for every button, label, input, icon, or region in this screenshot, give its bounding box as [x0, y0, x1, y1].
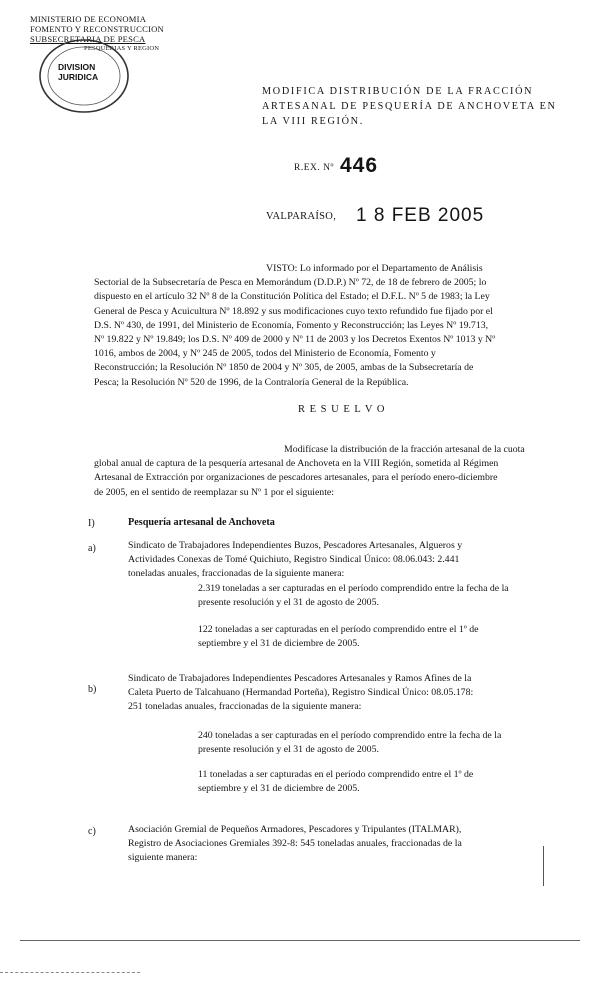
- visto-line: D.S. Nº 430, de 1991, del Ministerio de Economía, Fomento y Reconstrucción; las Leyes Nº 19.713,: [94, 319, 489, 331]
- stamp-line: MINISTERIO DE ECONOMIA: [30, 14, 147, 24]
- visto-line: 1016, ambos de 2004, y Nº 245 de 2005, todos del Ministerio de Economía, Fomento y: [94, 348, 436, 360]
- item-line: siguiente manera:: [128, 852, 198, 864]
- visto-line: VISTO: Lo informado por el Departamento de Análisis: [266, 263, 483, 274]
- resuelvo-line: Artesanal de Extracción por organizaciones de pescadores artesanales, para el período enero-diciembre: [94, 472, 498, 484]
- visto-paragraph: [94, 262, 541, 390]
- visto-line: dispuesto en el artículo 32 Nº 8 de la Constitución Política del Estado; el D.F.L. Nº 5 de 1983; la Ley: [94, 291, 490, 303]
- item-line: Registro de Asociaciones Gremiales 392-8: 545 toneladas anuales, fraccionadas de la: [128, 838, 462, 850]
- item-a-text: [128, 539, 541, 582]
- visto-line: Pesca; la Resolución Nº 520 de 1996, de la Contraloría General de la República.: [94, 376, 409, 388]
- visto-line: General de Pesca y Acuicultura Nº 18.892 y sus modificaciones cuyo texto refundido fue fijado por el: [94, 305, 493, 317]
- sub-line: septiembre y el 31 de diciembre de 2005.: [198, 638, 360, 650]
- item-b-sub-2: [198, 768, 541, 796]
- stamp-line: SUBSECRETARIA DE PESCA: [30, 34, 146, 44]
- sub-line: presente resolución y el 31 de agosto de 2005.: [198, 744, 379, 756]
- item-c-text: [128, 823, 541, 866]
- sub-line: 11 toneladas a ser capturadas en el período comprendido entre el 1º de: [198, 769, 474, 780]
- visto-line: Nº 19.822 y Nº 19.849; los D.S. Nº 409 de 2000 y Nº 11 de 2003 y los Decretos Exentos Nº 1013 y Nº: [94, 334, 496, 346]
- item-b-sub-1: [198, 729, 541, 757]
- item-a-sub-2: [198, 623, 541, 651]
- stamp-line: PESQUERIAS Y REGION: [84, 45, 160, 52]
- rex-label: R.EX. Nº: [294, 163, 334, 173]
- resuelvo-line: global anual de captura de la pesquería artesanal de Anchoveta en la VIII Región, sometida al Régimen: [94, 458, 499, 470]
- visto-line: Sectorial de la Subsecretaría de Pesca en Memorándum (D.D.P.) Nº 72, de 18 de febrero de 2005; lo: [94, 277, 487, 289]
- seal-label: DIVISION JURIDICA: [58, 62, 99, 82]
- subject-line: ARTESANAL DE PESQUERÍA DE ANCHOVETA EN: [262, 101, 557, 112]
- item-line: Sindicato de Trabajadores Independientes Pescadores Artesanales y Ramos Afines de la: [128, 673, 472, 684]
- section-title: Pesquería artesanal de Anchoveta: [128, 517, 275, 528]
- sub-line: septiembre y el 31 de diciembre de 2005.: [198, 783, 360, 795]
- resuelvo-heading: R E S U E L V O: [298, 404, 386, 415]
- margin-mark: [543, 846, 544, 886]
- item-marker: b): [88, 684, 97, 695]
- item-b-text: [128, 672, 541, 715]
- resuelvo-paragraph: [94, 443, 541, 500]
- sub-line: 122 toneladas a ser capturadas en el período comprendido entre el 1º de: [198, 624, 479, 635]
- sub-line: 2.319 toneladas a ser capturadas en el período comprendido entre la fecha de la: [198, 583, 509, 594]
- sub-line: presente resolución y el 31 de agosto de 2005.: [198, 597, 379, 609]
- item-marker: a): [88, 543, 96, 554]
- item-line: 251 toneladas anuales, fraccionadas de la siguiente manera:: [128, 701, 362, 713]
- bottom-rule: [20, 940, 580, 941]
- rex-number: 446: [340, 154, 379, 177]
- bottom-dash: [0, 972, 140, 974]
- subject-line: LA VIII REGIÓN.: [262, 116, 364, 127]
- subject-line: MODIFICA DISTRIBUCIÓN DE LA FRACCIÓN: [262, 86, 534, 97]
- item-line: toneladas anuales, fraccionadas de la siguiente manera:: [128, 568, 345, 580]
- date-stamp: 1 8 FEB 2005: [356, 205, 485, 226]
- stamp-line: FOMENTO Y RECONSTRUCCION: [30, 24, 164, 34]
- resuelvo-line: Modifícase la distribución de la fracción artesanal de la cuota: [284, 444, 525, 455]
- item-line: Sindicato de Trabajadores Independientes Buzos, Pescadores Artesanales, Algueros y: [128, 540, 463, 551]
- place: VALPARAÍSO,: [266, 211, 337, 222]
- item-line: Asociación Gremial de Pequeños Armadores, Pescadores y Tripulantes (ITALMAR),: [128, 824, 462, 835]
- item-line: Caleta Puerto de Talcahuano (Hermandad Porteña), Registro Sindical Único: 08.05.178:: [128, 687, 474, 699]
- item-line: Actividades Conexas de Tomé Quichiuto, Registro Sindical Único: 08.06.043: 2.441: [128, 554, 460, 566]
- visto-line: Reconstrucción; la Resolución Nº 1850 de 2004 y Nº 305, de 2005, ambas de la Subsecretaría de: [94, 362, 474, 374]
- item-marker: c): [88, 826, 96, 837]
- resuelvo-line: de 2005, en el sentido de reemplazar su Nº 1 por el siguiente:: [94, 486, 334, 498]
- subject-block: [262, 84, 557, 129]
- section-marker: I): [88, 518, 95, 529]
- item-a-sub-1: [198, 582, 541, 610]
- sub-line: 240 toneladas a ser capturadas en el período comprendido entre la fecha de la: [198, 730, 502, 741]
